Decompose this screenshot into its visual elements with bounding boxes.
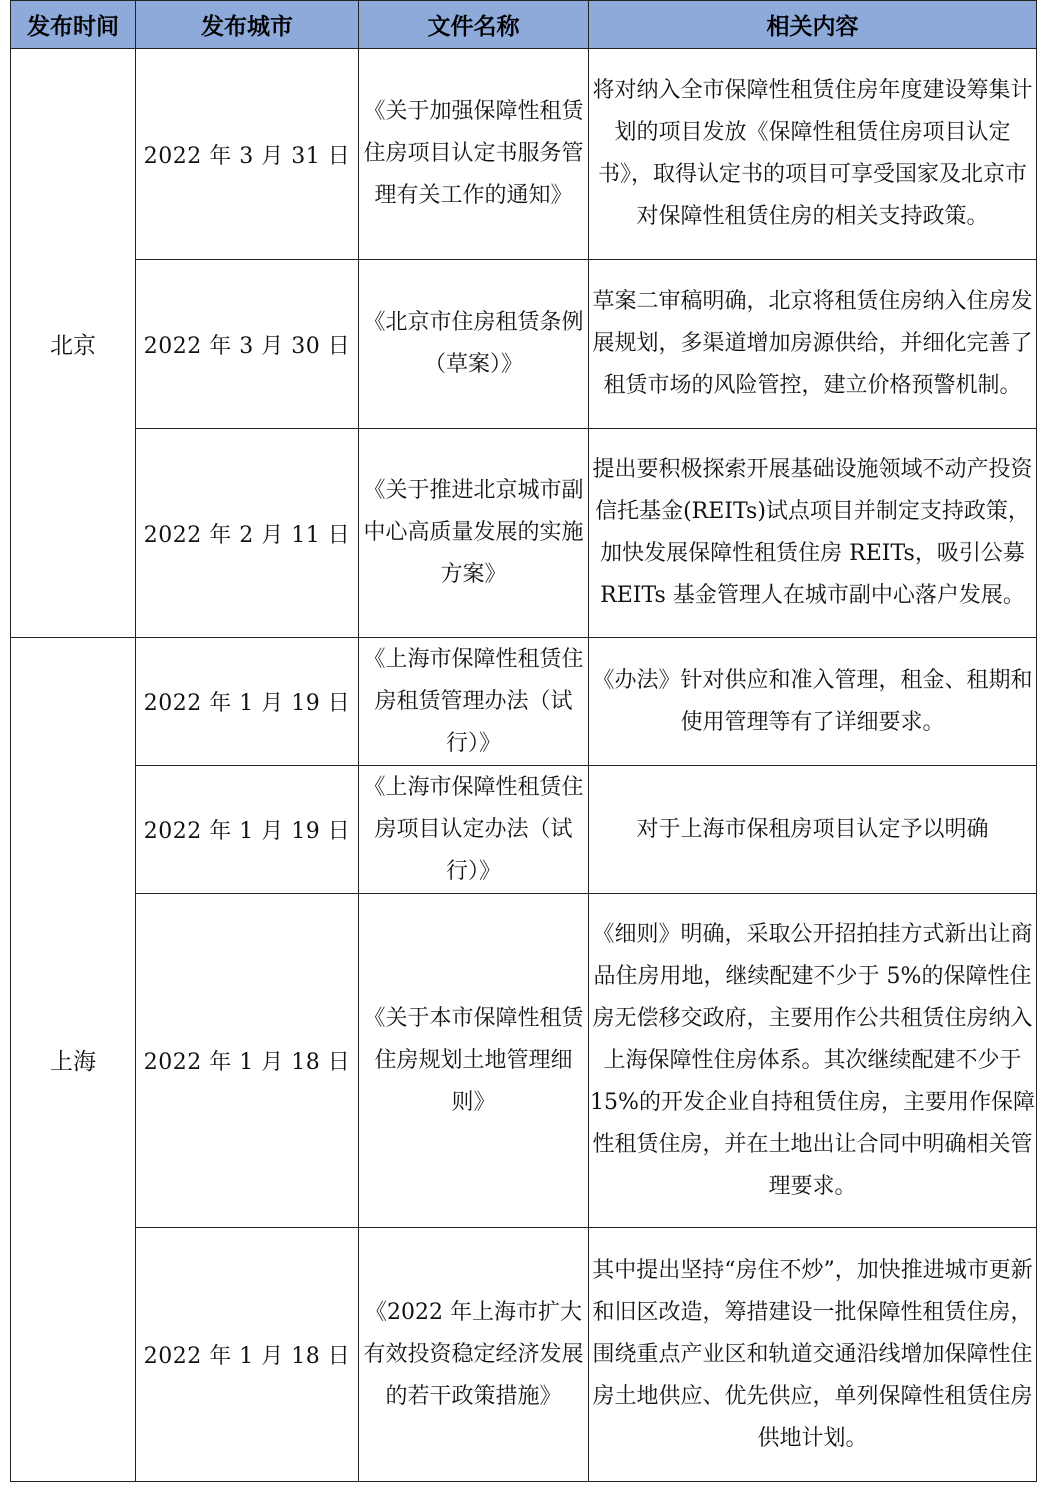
date-cell: 2022 年 2 月 11 日 — [136, 429, 359, 638]
table-row — [11, 49, 1037, 260]
document-cell: 《上海市保障性租赁住房项目认定办法（试行）》 — [359, 766, 589, 894]
policy-table-container — [10, 0, 1037, 1482]
table-body — [11, 49, 1037, 1482]
content-cell: 草案二审稿明确，北京将租赁住房纳入住房发展规划，多渠道增加房源供给，并细化完善了租赁市场的风险管控，建立价格预警机制。 — [589, 260, 1037, 429]
date-cell: 2022 年 1 月 19 日 — [136, 766, 359, 894]
table-row — [11, 766, 1037, 894]
city-cell: 北京 — [11, 49, 136, 638]
content-cell: 提出要积极探索开展基础设施领域不动产投资信托基金(REITs)试点项目并制定支持政策，加快发展保障性租赁住房 REITs，吸引公募 REITs 基金管理人在城市副中心落户发展。 — [589, 429, 1037, 638]
document-cell: 《关于本市保障性租赁住房规划土地管理细则》 — [359, 894, 589, 1228]
table-row — [11, 1228, 1037, 1482]
date-cell: 2022 年 1 月 19 日 — [136, 638, 359, 766]
table-row — [11, 429, 1037, 638]
table-row — [11, 638, 1037, 766]
content-cell: 将对纳入全市保障性租赁住房年度建设筹集计划的项目发放《保障性租赁住房项目认定书》，取得认定书的项目可享受国家及北京市对保障性租赁住房的相关支持政策。 — [589, 49, 1037, 260]
header-content: 相关内容 — [589, 1, 1037, 49]
header-city: 发布城市 — [136, 1, 359, 49]
table-header — [11, 1, 1037, 49]
document-cell: 《上海市保障性租赁住房租赁管理办法（试行）》 — [359, 638, 589, 766]
date-cell: 2022 年 1 月 18 日 — [136, 894, 359, 1228]
table-row — [11, 894, 1037, 1228]
header-document: 文件名称 — [359, 1, 589, 49]
content-cell: 其中提出坚持“房住不炒”，加快推进城市更新和旧区改造，筹措建设一批保障性租赁住房，围绕重点产业区和轨道交通沿线增加保障性住房土地供应、优先供应，单列保障性租赁住房供地计划。 — [589, 1228, 1037, 1482]
content-cell: 《办法》针对供应和准入管理，租金、租期和使用管理等有了详细要求。 — [589, 638, 1037, 766]
content-cell: 对于上海市保租房项目认定予以明确 — [589, 766, 1037, 894]
table-row — [11, 260, 1037, 429]
document-cell: 《2022 年上海市扩大有效投资稳定经济发展的若干政策措施》 — [359, 1228, 589, 1482]
date-cell: 2022 年 3 月 31 日 — [136, 49, 359, 260]
date-cell: 2022 年 3 月 30 日 — [136, 260, 359, 429]
date-cell: 2022 年 1 月 18 日 — [136, 1228, 359, 1482]
city-cell: 上海 — [11, 638, 136, 1482]
document-cell: 《关于推进北京城市副中心高质量发展的实施方案》 — [359, 429, 589, 638]
document-cell: 《北京市住房租赁条例（草案）》 — [359, 260, 589, 429]
document-cell: 《关于加强保障性租赁住房项目认定书服务管理有关工作的通知》 — [359, 49, 589, 260]
policy-table — [10, 0, 1037, 1482]
header-row — [11, 1, 1037, 49]
content-cell: 《细则》明确，采取公开招拍挂方式新出让商品住房用地，继续配建不少于 5%的保障性住房无偿移交政府，主要用作公共租赁住房纳入上海保障性住房体系。其次继续配建不少于 15%的开发企业自持租赁住房，主要用作保障性租赁住房，并在土地出让合同中明确相关管理要求。 — [589, 894, 1037, 1228]
header-date: 发布时间 — [11, 1, 136, 49]
